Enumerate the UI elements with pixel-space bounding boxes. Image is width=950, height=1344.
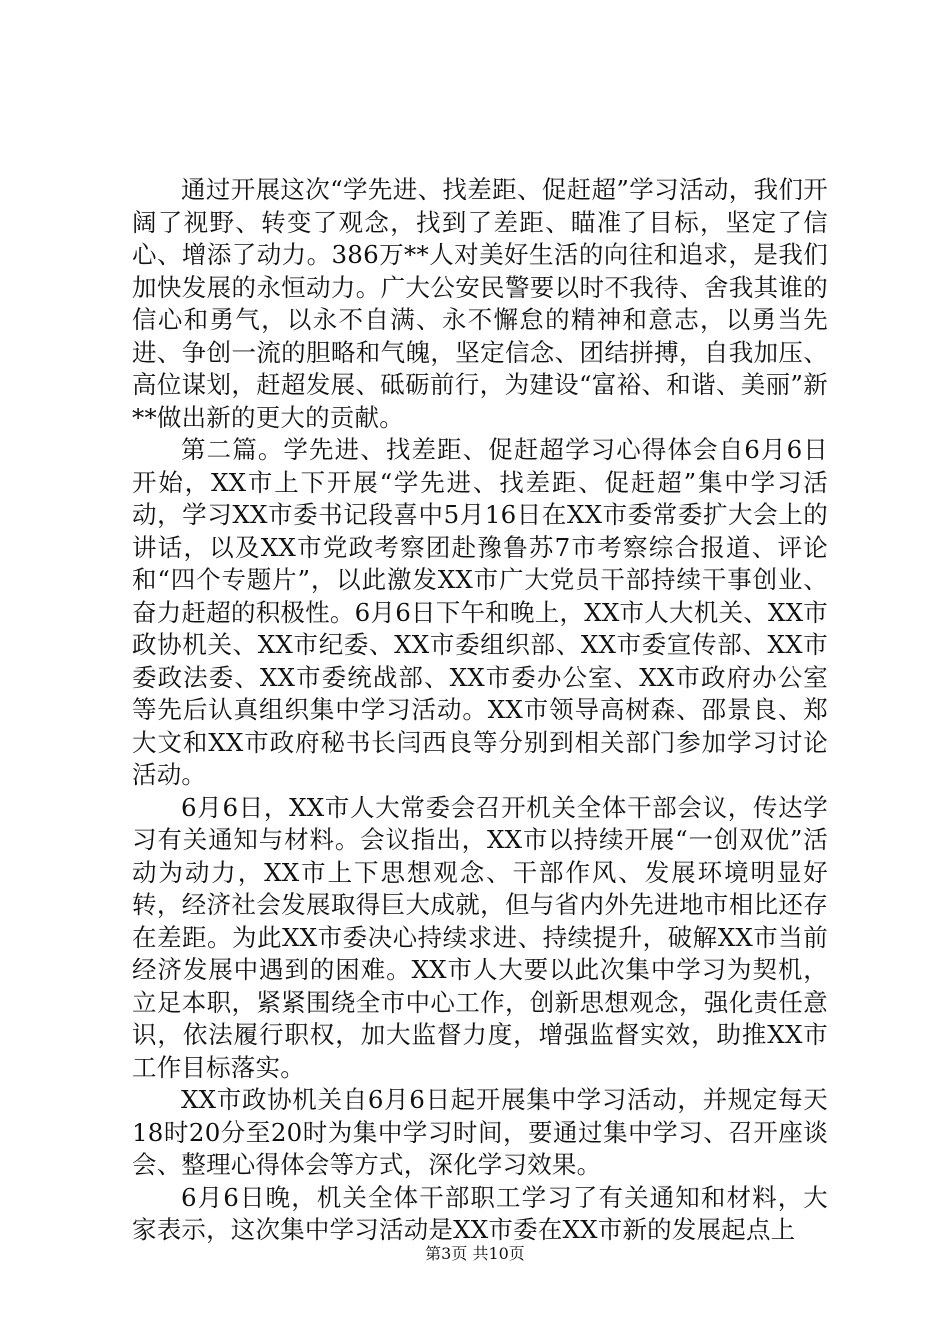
paragraph-3: 6月6日，XX市人大常委会召开机关全体干部会议，传达学习有关通知与材料。会议指出，XX市以持续开展“一创双优”活动为动力，XX市上下思想观念、干部作风、发展环境明显好转，经济社会发展取得巨大成就，但与省内外先进地市相比还存在差距。为此XX市委决心持续求进、持续提升，破解XX市当前经济发展中遇到的困难。XX市人大要以此次集中学习为契机，立足本职，紧紧围绕全市中心工作，创新思想观念，强化责任意识，依法履行职权，加大监督力度，增强监督实效，助推XX市工作目标落实。: [132, 792, 828, 1082]
paragraph-5: 6月6日晚，机关全体干部职工学习了有关通知和材料，大家表示，这次集中学习活动是XX市委在XX市新的发展起点上: [132, 1182, 828, 1244]
paragraph-1: 通过开展这次“学先进、找差距、促赶超”学习活动，我们开阔了视野、转变了观念，找到了差距、瞄准了目标，坚定了信心、增添了动力。386万**人对美好生活的向往和追求，是我们加快发展的永恒动力。广大公安民警要以时不我待、舍我其谁的信心和勇气，以永不自满、永不懈怠的精神和意志，以勇当先进、争创一流的胆略和气魄，坚定信念、团结拼搏，自我加压、高位谋划，赶超发展、砥砺前行，为建设“富裕、和谐、美丽”新**做出新的更大的贡献。: [132, 175, 828, 432]
page-number-footer: 第3页 共10页: [425, 1244, 525, 1263]
document-body: [132, 174, 828, 1247]
paragraph-2: 第二篇。学先进、找差距、促赶超学习心得体会自6月6日开始，XX市上下开展“学先进、找差距、促赶超”集中学习活动，学习XX市委书记段喜中5月16日在XX市委常委扩大会上的讲话，以及XX市党政考察团赴豫鲁苏7市考察综合报道、评论和“四个专题片”，以此激发XX市广大党员干部持续干事创业、奋力赶超的积极性。6月6日下午和晚上，XX市人大机关、XX市政协机关、XX市纪委、XX市委组织部、XX市委宣传部、XX市委政法委、XX市委统战部、XX市委办公室、XX市政府办公室等先后认真组织集中学习活动。XX市领导高树森、邵景良、郑大文和XX市政府秘书长闫西良等分别到相关部门参加学习讨论活动。: [132, 435, 828, 789]
paragraph-4: XX市政协机关自6月6日起开展集中学习活动，并规定每天18时20分至20时为集中学习时间，要通过集中学习、召开座谈会、整理心得体会等方式，深化学习效果。: [132, 1085, 828, 1179]
